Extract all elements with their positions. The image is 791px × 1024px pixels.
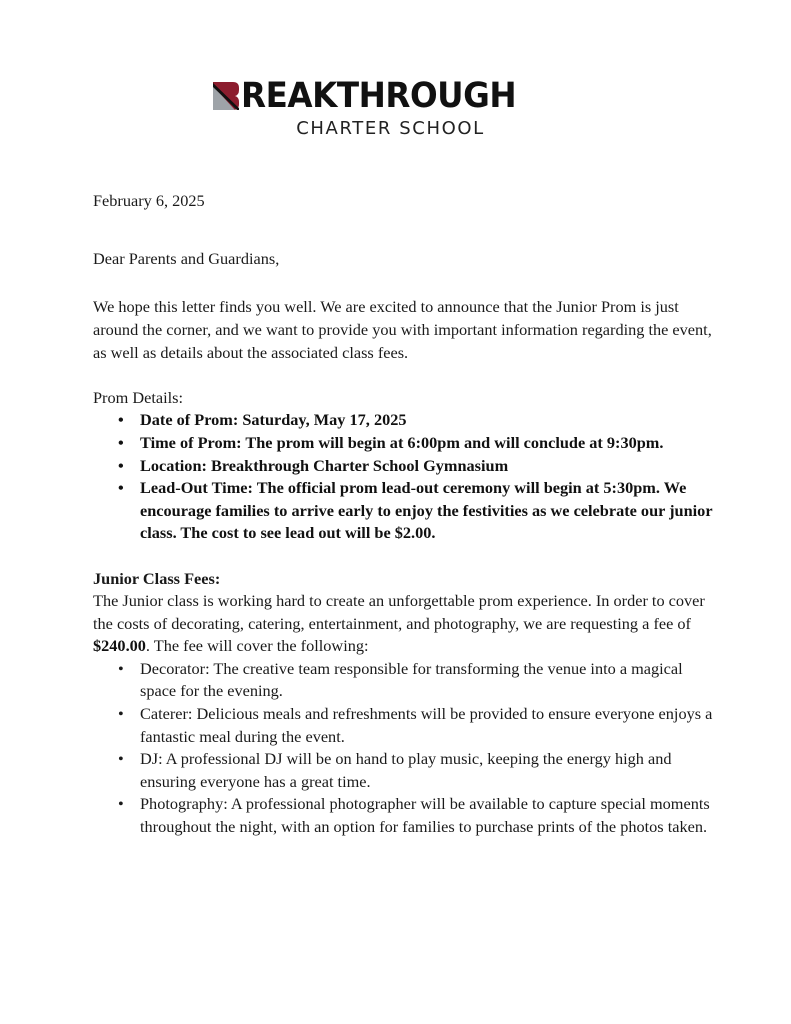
school-logo [213,76,573,140]
letter-date: February 6, 2025 [93,191,205,210]
prom-detail-time: • Time of Prom: The prom will begin at 6:00pm and will conclude at 9:30pm. [140,432,713,455]
prom-detail-lead-out: • Lead-Out Time: The official prom lead-out ceremony will begin at 5:30pm. We encourage families to arrive early to enjoy the festivities as we celebrate our junior class. The cost to see lead out will be $2.00. [140,477,713,545]
prom-details-list [93,409,713,545]
logo-subtitle: CHARTER SCHOOL [296,118,485,139]
fees-paragraph [93,590,713,658]
fee-item-decorator: • Decorator: The creative team responsible for transforming the venue into a magical space for the evening. [140,658,713,703]
fees-list [93,658,713,839]
letter-body [93,190,713,839]
fees-heading: Junior Class Fees: [93,568,221,588]
prom-detail-location: • Location: Breakthrough Charter School Gymnasium [140,455,713,478]
prom-detail-date: • Date of Prom: Saturday, May 17, 2025 [140,409,713,432]
fee-item-caterer: • Caterer: Delicious meals and refreshments will be provided to ensure everyone enjoys a fantastic meal during the event. [140,703,713,748]
fee-item-photography: • Photography: A professional photographer will be available to capture special moments throughout the night, with an option for families to purchase prints of the photos taken. [140,793,713,838]
fees-text-end: . The fee will cover the following: [145,636,369,656]
intro-paragraph: We hope this letter finds you well. We are excited to announce that the Junior Prom is just around the corner, and we want to provide you with important information regarding the event, as well as details about the associated class fees. [93,297,712,362]
salutation: Dear Parents and Guardians, [93,249,280,269]
logo-b-mark-icon [213,82,239,110]
fee-item-dj: • DJ: A professional DJ will be on hand to play music, keeping the energy high and ensuring everyone has a great time. [140,748,713,793]
fees-text: The Junior class is working hard to create an unforgettable prom experience. In order to cover the costs of decorating, catering, entertainment, and photography, we are requesting a fee of [93,591,705,633]
prom-details-heading: Prom Details: [93,387,183,407]
logo-wordmark: REAKTHROUGH [241,76,517,116]
fee-amount: $240.00 [93,636,146,656]
